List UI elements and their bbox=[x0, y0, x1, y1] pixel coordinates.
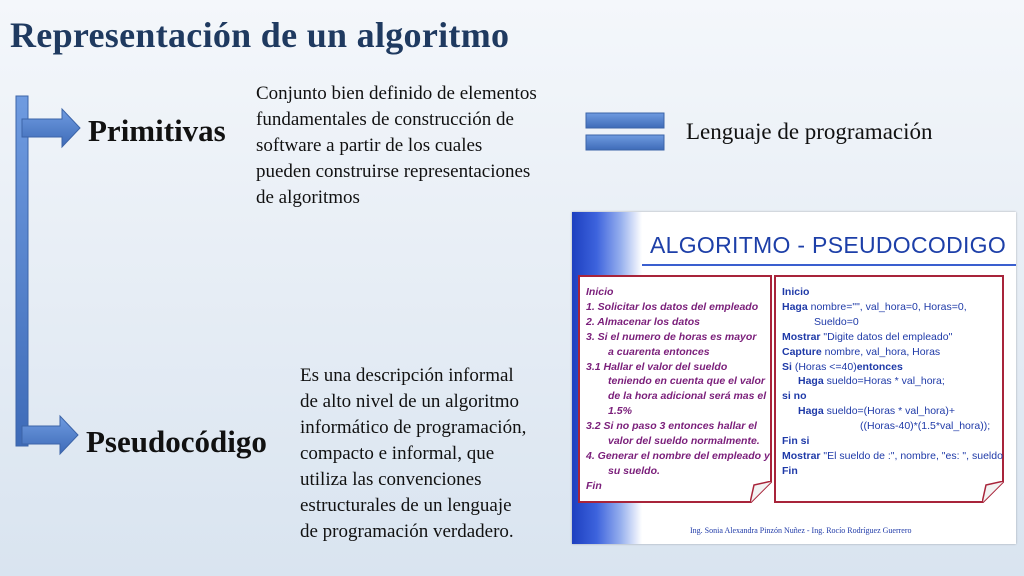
slide-title: Representación de un algoritmo bbox=[10, 15, 510, 55]
equals-icon-top bbox=[586, 113, 664, 128]
pseudocodigo-description bbox=[300, 363, 526, 545]
step-line: valor del sueldo normalmente. bbox=[608, 435, 760, 448]
page-fold-icon bbox=[750, 481, 772, 503]
figure-footer: Ing. Sonia Alexandra Pinzón Nuñez - Ing. Rocío Rodríguez Guerrero bbox=[690, 526, 912, 535]
code-line: Haga nombre="", val_hora=0, Horas=0, bbox=[782, 300, 967, 313]
pseudocodigo-desc-line: estructurales de un lenguaje bbox=[300, 495, 512, 516]
pseudocodigo-term: Pseudocódigo bbox=[86, 424, 267, 459]
code-line: ((Horas-40)*(1.5*val_hora)); bbox=[860, 420, 991, 433]
step-line: 3. Si el numero de horas es mayor bbox=[586, 330, 757, 343]
step-line: Fin bbox=[586, 479, 602, 492]
primitivas-description bbox=[256, 81, 537, 211]
pseudocodigo-desc-line: de programación verdadero. bbox=[300, 521, 514, 542]
primitivas-desc-line: pueden construirse representaciones bbox=[256, 161, 531, 182]
figure-title-underline bbox=[642, 264, 1016, 266]
step-line: de la hora adicional será mas el bbox=[608, 390, 767, 403]
pseudocodigo-desc-line: informático de programación, bbox=[300, 417, 527, 438]
figure-title: ALGORITMO - PSEUDOCODIGO bbox=[650, 232, 1007, 258]
primitivas-desc-line: software a partir de los cuales bbox=[256, 135, 483, 156]
step-line: 1. Solicitar los datos del empleado bbox=[586, 300, 759, 313]
step-line: 3.2 Si no paso 3 entonces hallar el bbox=[586, 420, 757, 433]
code-line: Haga sueldo=Horas * val_hora; bbox=[798, 375, 945, 388]
step-line: su sueldo. bbox=[608, 464, 660, 477]
page-fold-icon bbox=[982, 481, 1004, 503]
pseudocodigo-desc-line: Es una descripción informal bbox=[300, 365, 514, 386]
pseudocodigo-desc-line: compacto e informal, que bbox=[300, 443, 495, 464]
code-line: Fin si bbox=[782, 435, 810, 448]
code-line: Si (Horas <=40)entonces bbox=[782, 360, 903, 373]
step-line: 3.1 Hallar el valor del sueldo bbox=[586, 360, 728, 373]
step-line: 2. Almacenar los datos bbox=[586, 315, 700, 328]
code-line: Capture nombre, val_hora, Horas bbox=[782, 345, 941, 358]
primitivas-desc-line: de algoritmos bbox=[256, 187, 360, 208]
pseudocodigo-arrow-icon bbox=[22, 416, 78, 454]
step-line: Inicio bbox=[586, 286, 614, 298]
step-line: 1.5% bbox=[608, 405, 632, 418]
step-line: a cuarenta entonces bbox=[608, 345, 710, 358]
code-line: si no bbox=[782, 390, 807, 403]
pseudocode-card bbox=[774, 275, 1004, 503]
primitivas-desc-line: fundamentales de construcción de bbox=[256, 109, 514, 130]
primitivas-arrow-icon bbox=[22, 109, 80, 147]
code-line: Fin bbox=[782, 464, 798, 477]
primitivas-term: Primitivas bbox=[88, 113, 226, 148]
code-line: Mostrar "El sueldo de :", nombre, "es: ", sueldo bbox=[782, 449, 1003, 462]
equals-icon-bottom bbox=[586, 135, 664, 150]
pseudocode-figure bbox=[572, 212, 1016, 544]
pseudocodigo-desc-line: de alto nivel de un algoritmo bbox=[300, 391, 519, 412]
pseudocodigo-desc-line: utiliza las convenciones bbox=[300, 469, 482, 490]
code-line: Inicio bbox=[782, 286, 810, 298]
equivalence-text: Lenguaje de programación bbox=[686, 119, 933, 144]
primitivas-desc-line: Conjunto bien definido de elementos bbox=[256, 83, 537, 104]
step-line: 4. Generar el nombre del empleado y bbox=[586, 449, 770, 462]
code-line: Haga sueldo=(Horas * val_hora)+ bbox=[798, 405, 956, 418]
code-line: Sueldo=0 bbox=[814, 315, 859, 328]
algorithm-steps-card bbox=[578, 275, 772, 503]
code-line: Mostrar "Digite datos del empleado" bbox=[782, 330, 953, 343]
step-line: teniendo en cuenta que el valor bbox=[608, 375, 765, 388]
bracket-bar bbox=[16, 96, 28, 446]
